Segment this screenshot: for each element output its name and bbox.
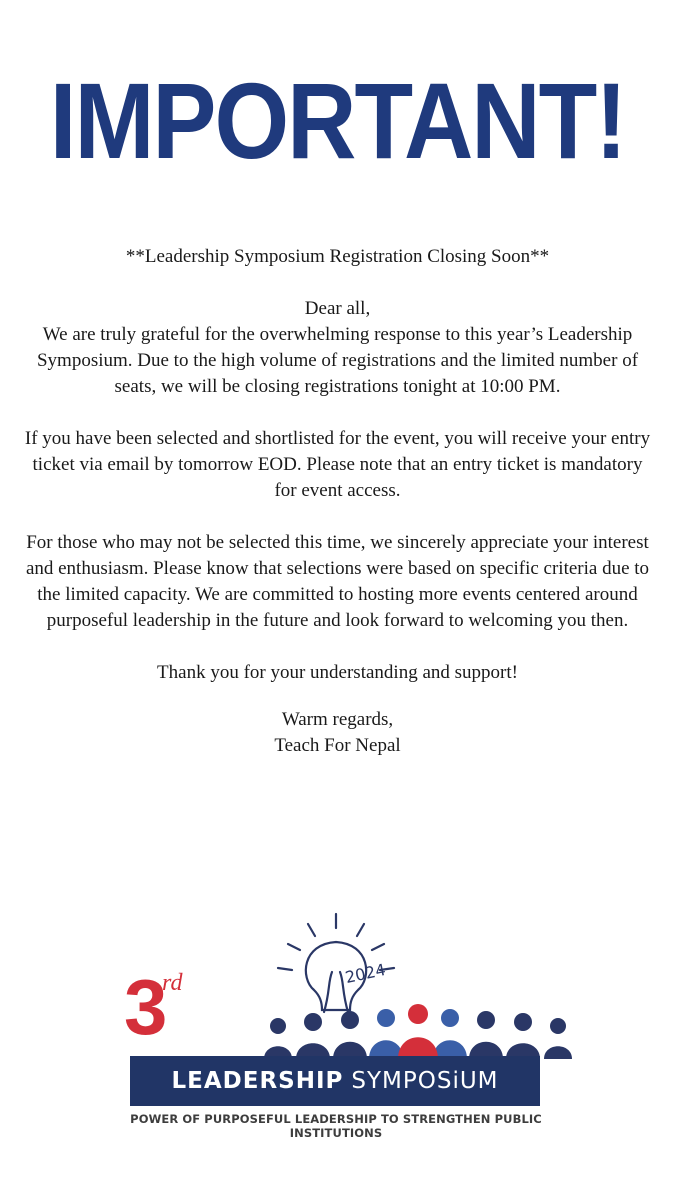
banner-title-bold: LEADERSHIP	[171, 1068, 344, 1094]
paragraph-2: If you have been selected and shortlisted for the event, you will receive your entry ticket via email by tomorrow EOD. Please note that an entry ticket is mandatory for event access.	[24, 428, 651, 501]
symposium-logo	[120, 912, 550, 1140]
logo-year: 2024	[343, 959, 388, 988]
thanks-line: Thank you for your understanding and support!	[157, 662, 518, 683]
signature: Teach For Nepal	[274, 735, 401, 756]
edition-suffix: rd	[162, 970, 183, 996]
signoff: Warm regards,	[281, 709, 394, 730]
symposium-banner	[130, 1056, 540, 1106]
announcement-body	[20, 244, 655, 759]
paragraph-1: We are truly grateful for the overwhelming response to this year’s Leadership Symposium. Due to the high volume of registrations and the limited number of seats, we will be closing registrations tonight at 10:00 PM.	[36, 324, 639, 397]
edition-number: 3	[124, 963, 168, 1051]
paragraph-3: For those who may not be selected this time, we sincerely appreciate your interest and enthusiasm. Please know that selections were based on specific criteria due to the limited capacity. We are committed to hosting more events centered around purposeful leadership in the future and look forward to welcoming you then.	[25, 532, 650, 631]
logo-tagline: POWER OF PURPOSEFUL LEADERSHIP TO STRENGTHEN PUBLIC INSTITUTIONS	[130, 1112, 542, 1140]
subject-line: **Leadership Symposium Registration Closing Soon**	[125, 246, 550, 267]
headline: IMPORTANT!	[49, 61, 626, 182]
banner-title-light: SYMPOSiUM	[351, 1068, 499, 1094]
greeting: Dear all,	[304, 298, 371, 319]
audience-icon	[258, 1004, 578, 1059]
